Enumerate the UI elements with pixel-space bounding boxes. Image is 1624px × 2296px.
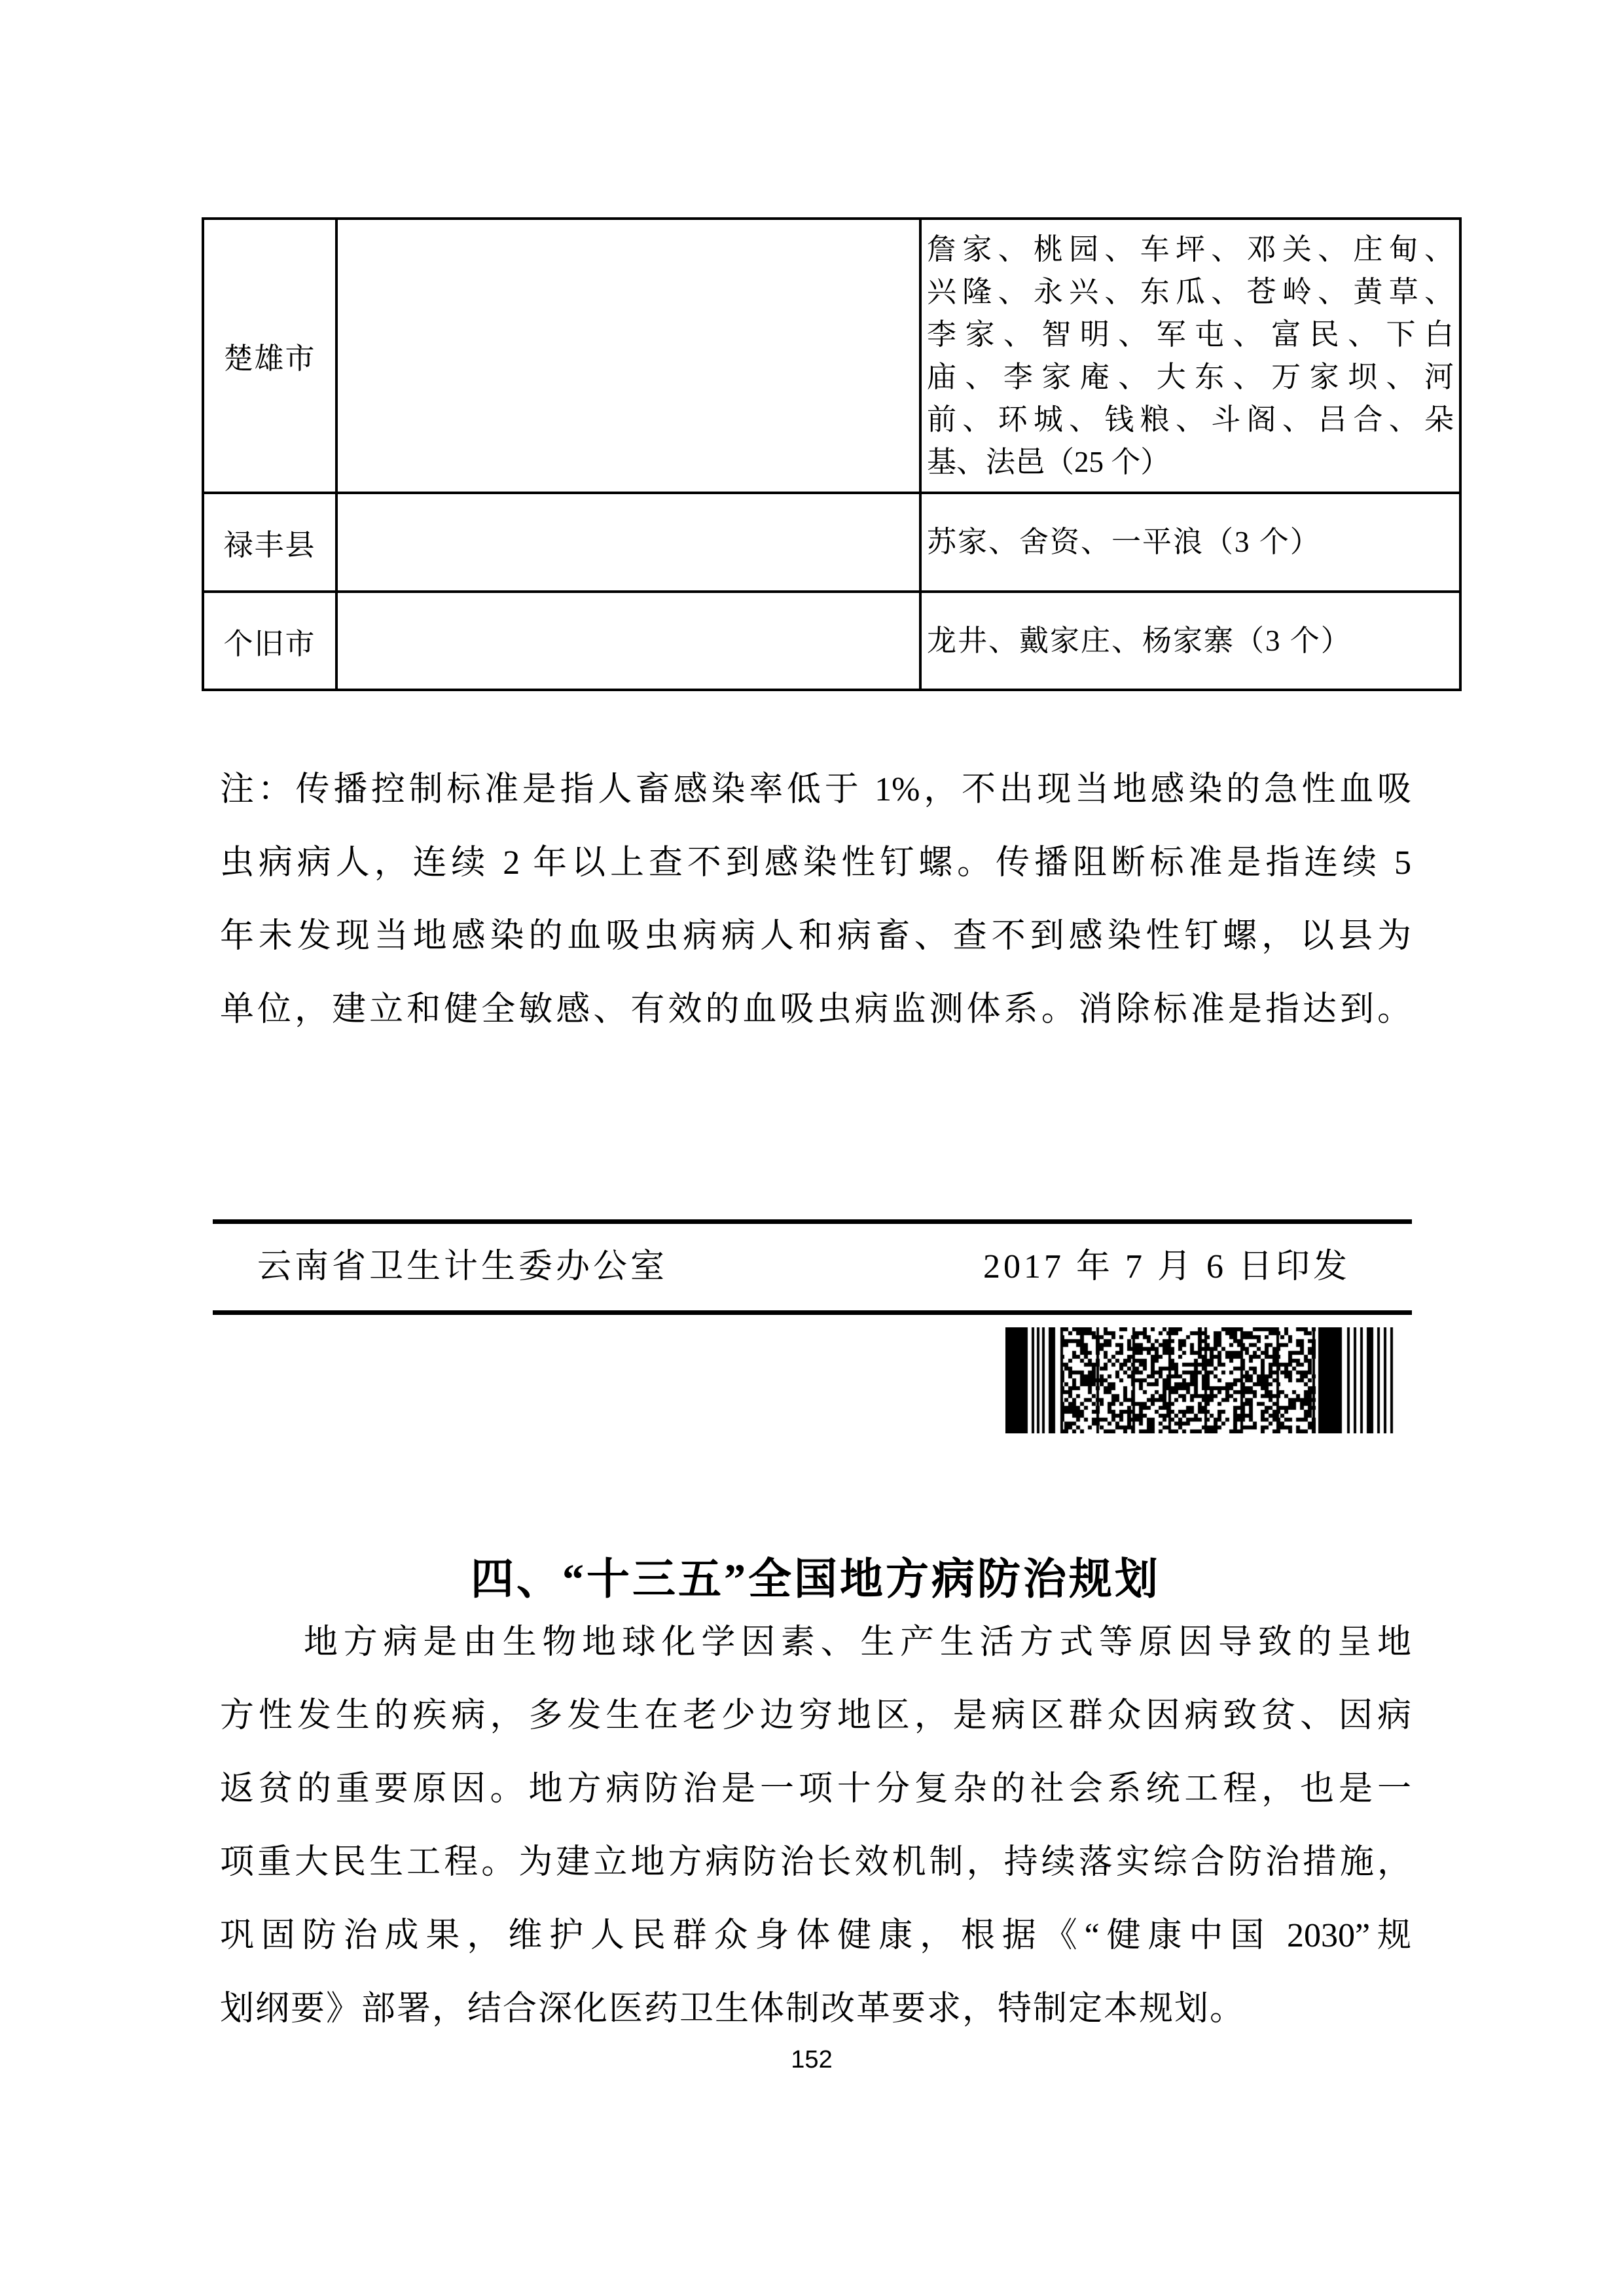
table-cell-middle bbox=[336, 219, 920, 493]
places-line: 龙井、戴家庄、杨家寨（3 个） bbox=[927, 624, 1352, 657]
table-row bbox=[203, 493, 1460, 592]
body-paragraph bbox=[220, 1606, 1411, 2046]
note-line: 注：传播控制标准是指人畜感染率低于 1%，不出现当地感染的急性血吸 bbox=[220, 771, 1411, 808]
table-row bbox=[203, 219, 1460, 493]
places-line: 詹家、桃园、车坪、邓关、庄甸、 bbox=[927, 232, 1454, 266]
region-cell: 楚雄市 bbox=[203, 219, 336, 493]
footer-bottom-rule bbox=[213, 1310, 1412, 1315]
body-line: 返贫的重要原因。地方病防治是一项十分复杂的社会系统工程，也是一 bbox=[220, 1770, 1411, 1808]
print-date: 2017 年 7 月 6 日印发 bbox=[983, 1248, 1350, 1285]
body-line: 地方病是由生物地球化学因素、生产生活方式等原因导致的呈地 bbox=[304, 1624, 1411, 1661]
places-line: 前、环城、钱粮、斗阁、吕合、朵 bbox=[927, 403, 1454, 436]
places-line: 苏家、舍资、一平浪（3 个） bbox=[927, 526, 1321, 558]
note-paragraph bbox=[220, 753, 1411, 1047]
places-line: 基、法邑（25 个） bbox=[927, 445, 1170, 478]
body-line: 项重大民生工程。为建立地方病防治长效机制，持续落实综合防治措施， bbox=[220, 1844, 1411, 1881]
page-number: 152 bbox=[791, 2046, 833, 2073]
places-line: 庙、李家庵、大东、万家坝、河 bbox=[927, 360, 1454, 393]
note-line: 虫病病人，连续 2 年以上查不到感染性钉螺。传播阻断标准是指连续 5 bbox=[220, 844, 1411, 882]
note-line: 单位，建立和健全敏感、有效的血吸虫病监测体系。消除标准是指达到。 bbox=[220, 991, 1411, 1028]
places-cell bbox=[920, 592, 1460, 690]
issuing-office: 云南省卫生计生委办公室 bbox=[257, 1248, 668, 1285]
places-cell bbox=[920, 493, 1460, 592]
region-places-table bbox=[202, 217, 1462, 691]
section-title: 四、“十三五”全国地方病防治规划 bbox=[471, 1556, 1161, 1604]
pdf417-barcode bbox=[1005, 1327, 1398, 1433]
table-row bbox=[203, 592, 1460, 690]
note-line: 年未发现当地感染的血吸虫病病人和病畜、查不到感染性钉螺，以县为 bbox=[220, 918, 1411, 955]
places-cell bbox=[920, 219, 1460, 493]
body-line: 划纲要》部署，结合深化医药卫生体制改革要求，特制定本规划。 bbox=[220, 1990, 1246, 2028]
table-cell-middle bbox=[336, 493, 920, 592]
region-cell: 个旧市 bbox=[203, 592, 336, 690]
footer-top-rule bbox=[213, 1219, 1412, 1224]
places-line: 李家、智明、军屯、富民、下白 bbox=[927, 317, 1454, 351]
body-line: 巩固防治成果，维护人民群众身体健康，根据《“健康中国 2030”规 bbox=[220, 1917, 1411, 1954]
table-cell-middle bbox=[336, 592, 920, 690]
body-line: 方性发生的疾病，多发生在老少边穷地区，是病区群众因病致贫、因病 bbox=[220, 1697, 1411, 1734]
places-line: 兴隆、永兴、东瓜、苍岭、黄草、 bbox=[927, 275, 1454, 308]
region-cell: 禄丰县 bbox=[203, 493, 336, 592]
